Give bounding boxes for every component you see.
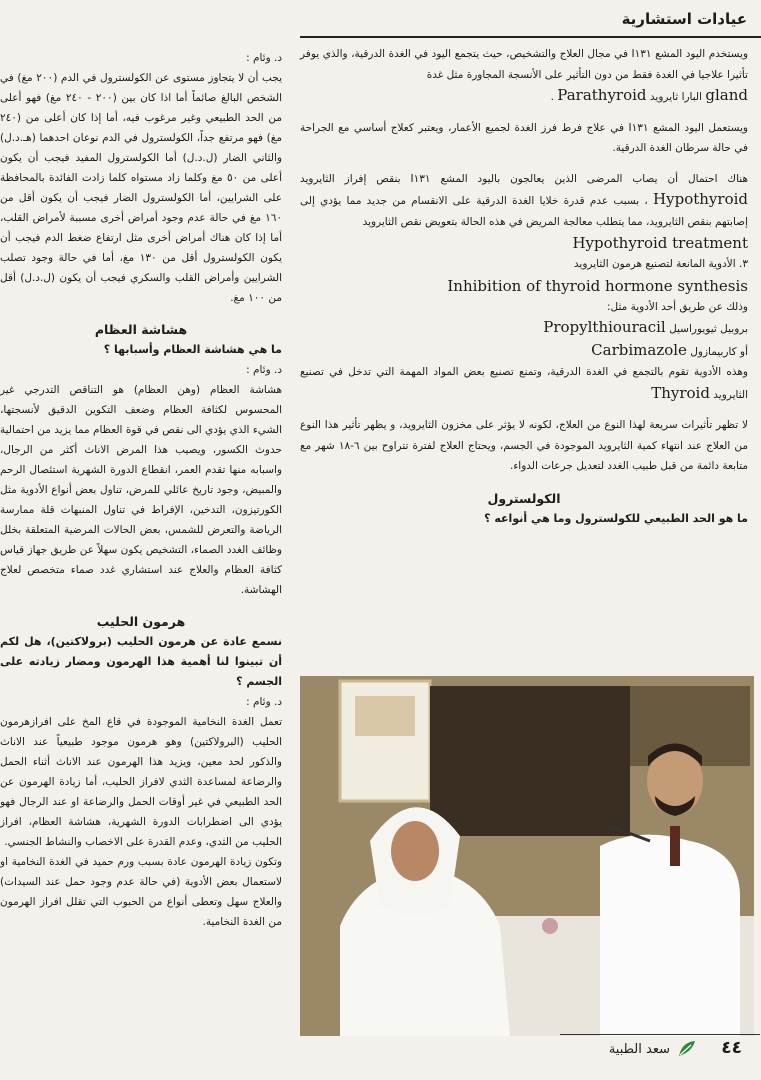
antithyroid-heading-text: ٣. الأدوية المانعة لتصنيع هرمون الثايرويد bbox=[573, 258, 748, 270]
term-thyroid: Thyroid bbox=[651, 383, 710, 402]
parathyroid-arabic: البارا ثايرويد bbox=[649, 91, 703, 103]
term-hypothyroid: Hypothyroid bbox=[653, 190, 748, 208]
hypothyroid-cause-text: ، بسبب عدم قدرة خلايا الغدة الدرقية على الانقسام من جديد مما يؤدي إلى إصابتهم بنقص الثايرويد، مما يتطلب معالجة المريض في هذه الحالة بتعويض نقص الثايرويد bbox=[300, 195, 748, 228]
osteoporosis-question: ما هي هشاشة العظام وأسبابها ؟ bbox=[103, 343, 282, 356]
anatomy-model bbox=[542, 918, 558, 934]
term-parathyroid: Parathyroid bbox=[557, 86, 647, 104]
term-hypothyroid-treatment: Hypothyroid treatment bbox=[572, 234, 748, 252]
dark-cabinet bbox=[430, 686, 630, 836]
paragraph-drug-action bbox=[300, 362, 748, 405]
drug-carbimazole bbox=[300, 340, 748, 363]
cholesterol-title: الكولسترول bbox=[487, 490, 561, 506]
author-prolactin: د. وئام : bbox=[246, 696, 282, 708]
paragraph-hypothyroid-1 bbox=[300, 169, 748, 233]
paragraph-iodine-2: ويستعمل اليود المشع I١٣١ في علاج فرط فرز الغدة لجميع الأعمار، ويعتبر كعلاج أساسي مع الجراحة في حالة سرطان الغدة الدرقية. bbox=[300, 121, 748, 154]
antithyroid-drugs-heading bbox=[300, 254, 748, 275]
cholesterol-answer: يجب أن لا يتجاوز مستوى عن الكولسترول في الدم (٢٠٠ مغ) في الشخص البالغ صائماً أما اذا كان بين (٢٠٠ - ٢٤٠ مغ) فهو أعلى من الحد الطبيعي وغير مرغوب فيه، أما إذا كان أعلى من (٢٤٠ مغ) فهو مرتفع جداً، الكولسترول في الدم نوعان احدهما (هـ.د.ل) والثاني الضار (ل.د.ل) أما الكولسترول المفيد فيجب أن يكون أعلى من ٥٠ مغ وكلما زاد مستواه كلما زادت الفائدة بالمحافظة على الشرايين، أما الكولسترول الضار فيجب أن يكون أقل من ١٦٠ مغ في حالة عدم وجود أمراض أخرى مسببة لأمراض القلب، أما إذا كان هناك أمراض أخرى مثل ارتفاع ضغط الدم فيجب أن يكون الكولسترول أقل من ١٣٠ مغ، أما في حالة وجود تصلب الشرايين وأمراض القلب والسكري فيجب أن يكون (ل.د.ل) أقل من ١٠٠ مغ. bbox=[0, 72, 283, 304]
left-column bbox=[0, 48, 282, 932]
term-inhibition: Inhibition of thyroid hormone synthesis bbox=[447, 276, 748, 295]
term-gland: gland bbox=[705, 86, 748, 104]
magazine-name: سعد الطبية bbox=[608, 1042, 670, 1057]
header-title: عيادات استشارية bbox=[621, 10, 747, 28]
author-osteoporosis: د. وئام : bbox=[246, 364, 282, 376]
hypothyroid-risk-text: هناك احتمال أن يصاب المرضى الذين يعالجون باليود المشع I١٣١ بنقص إفراز الثايرويد bbox=[300, 172, 748, 185]
consultation-photo-illustration bbox=[300, 676, 754, 1036]
cholesterol-question: ما هو الحد الطبيعي للكولسترول وما هي أنواعه ؟ bbox=[484, 512, 748, 525]
prolactin-answer-2: وتكون زيادة الهرمون عادة بسبب ورم حميد في الغدة النخامية او لاستعمال بعض الأدوية (في حالة عدم وجود حمل عند السيدات) والعلاج سهل وتعطى أنواع من الحبوب التي تقلل افراز الهرمون من الغدة النخامية. bbox=[0, 856, 282, 928]
paragraph-treatment-duration: لا تظهر تأثيرات سريعة لهذا النوع من العلاج، لكونه لا يؤثر على مخزون الثايرويد، و يظهر تأثير هذا النوع من العلاج عند انتهاء كمية الثايرويد الموجودة في الجسم، ويحتاج العلاج لفترة تتراوح بين ٦-١٨ شهر مع متابعة دائمة من قبل طبيب الغدد لتعديل جرعات الدواء. bbox=[300, 419, 748, 472]
doctor-tie bbox=[670, 826, 680, 866]
drug-example-intro: وذلك عن طريق أحد الأدوية مثل: bbox=[607, 300, 748, 313]
term-carbimazole: Carbimazole bbox=[591, 340, 687, 359]
drug-carbimazole-arabic: أو كاربيمازول bbox=[690, 345, 748, 358]
osteoporosis-answer: هشاشة العظام (وهن العظام) هو التناقص التدرجي غير المحسوس لكثافة العظام وضعف التكوين الدقيق لأنسجتها، الشيء الذي يؤدي الى نقص في قوة العظام مما يزيد من احتمالية حدوث الكسور، ويصيب هذا المرض الاناث أكثر من الرجال، واسبابه منها تقدم العمر، انقطاع الدورة الشهرية استئصال الرحم والمبيض، وجود تاريخ عائلي للمرض، تناول بعض أنواع الأدوية مثل الكورتيزون، التدخين، الإفراط في تناول المنبهات قلة ممارسة الرياضة والتعرض للشمس، بعض الحالات المرضية المتعلقة بخلل وظائف الغدد الصماء، التشخيص يكون سهلاً عن طريق جهاز قياس كثافة العظام والعلاج عند استشاري غدد صماء متخصص لعلاج الهشاشة. bbox=[0, 384, 282, 596]
term-ptu: Propylthiouracil bbox=[543, 318, 666, 336]
drug-ptu bbox=[300, 317, 748, 340]
prolactin-question: نسمع عادة عن هرمون الحليب (برولاكتين)، هل لكم أن تبينوا لنا أهمية هذا الهرمون ومضار زيادته على الجسم ؟ bbox=[0, 635, 282, 688]
prolactin-answer: تعمل الغدة النخامية الموجودة في قاع المخ على افرازهرمون الحليب (البرولاكتين) وهو هرمون موجود طبيعياً عند الاناث والذكور لحد معين، ويزيد هذا الهرمون عند الاناث أثناء الحمل والرضاعة لمساعدة الثدي لافراز الحليب، أما زيادة الهرمون عن الحد الطبيعي في غير أوقات الحمل والرضاعة او عند الرجال فهو يؤدي الى اضطرابات الدورة الشهرية، هشاشة العظام، افراز الحليب من الثدي، وعدم القدرة على الاخصاب والنشاط الجنسي. bbox=[0, 716, 282, 848]
prolactin-title: هرمون الحليب bbox=[96, 614, 186, 629]
leaf-logo-icon bbox=[676, 1038, 698, 1064]
author-cholesterol: د. وئام : bbox=[246, 52, 282, 64]
poster-graphic bbox=[355, 696, 415, 736]
header-rule bbox=[300, 36, 761, 38]
osteoporosis-title: هشاشة العظام bbox=[94, 322, 188, 337]
drug-ptu-arabic: بروبيل ثيويوراسيل bbox=[669, 323, 748, 335]
patient-face bbox=[391, 821, 439, 881]
parathyroid-line: gland البارا ثايرويد Parathyroid . bbox=[550, 86, 748, 104]
drug-action-text: وهذه الأدوية تقوم بالتجمع في الغدة الدرقية، وتمنع تصنيع بعض المواد المهمة التي تدخل في تصنيع الثايرويد bbox=[300, 366, 748, 401]
page-footer bbox=[560, 1032, 760, 1072]
page-number: ٤٤ bbox=[721, 1038, 742, 1058]
right-column bbox=[300, 44, 748, 530]
footer-rule bbox=[560, 1034, 760, 1035]
consultation-photo bbox=[300, 676, 754, 1036]
paragraph-iodine-1: ويستخدم اليود المشع I١٣١ في مجال العلاج والتشخيص، حيث يتجمع اليود في الغدة الدرقية، والذي يوفر تأثيرا علاجيا في الغدة فقط من دون التأثير على الأنسجة المجاورة مثل غدة bbox=[300, 48, 749, 81]
